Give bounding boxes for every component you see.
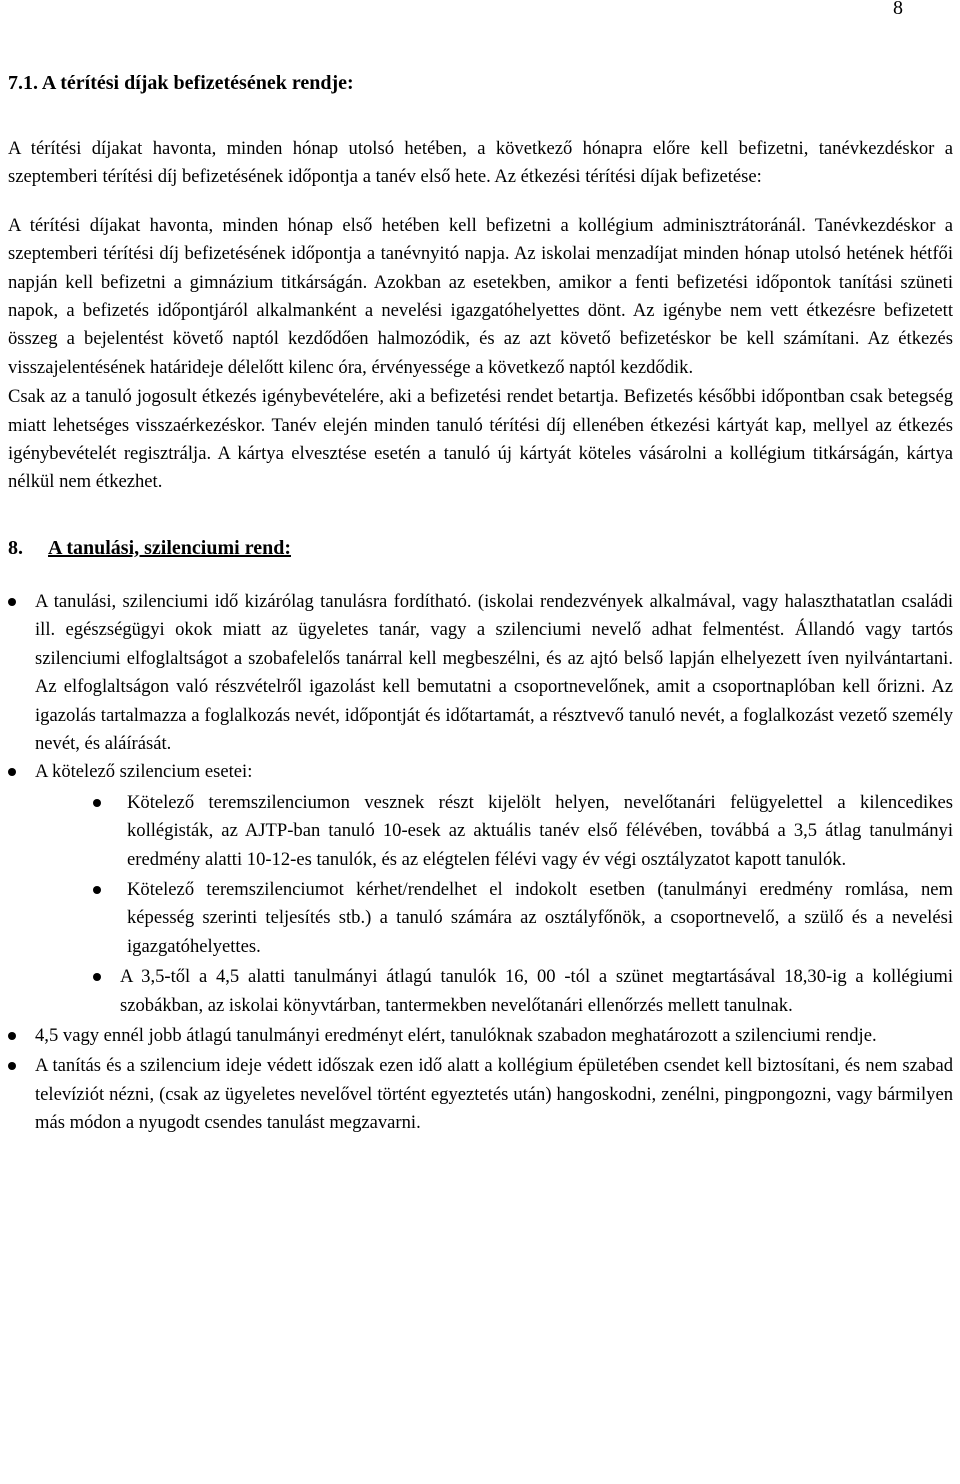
sub-list-item: Kötelező teremszilenciumot kérhet/rendelhet el indokolt esetben (tanulmányi eredmény romlása, nem képesség szerinti teljesítés stb.) a tanuló számára az osztályfőnök, a csoportnevelő, a szülő és a nevelési igazgatóhelyettes. xyxy=(35,876,953,961)
section-8-title: A tanulási, szilenciumi rend: xyxy=(48,536,291,559)
list-item: 4,5 vagy ennél jobb átlagú tanulmányi eredményt elért, tanulóknak szabadon meghatározott a szilenciumi rendje. xyxy=(8,1022,953,1050)
paragraph-payment-details: A térítési díjakat havonta, minden hónap első hetében kell befizetni a kollégium adminisztrátoránál. Tanévkezdéskor a szeptemberi térítési díj befizetésének időpontja a tanévnyitó napja. Az iskolai menzadíjat minden hónap utolsó hetének hétfői napján kell befizetni a gimnázium titkárságán. Azokban az esetekben, amikor a fenti befizetési időpontok tanítási szüneti napok, a befizetés időpontjáról alkalmanként a nevelési igazgatóhelyettes dönt. Az igénybe nem vett étkezésre befizetett összeg a bejelentést követő naptól kezdődően halmozódik, és az azt követő befizetéskor be kell számítani. Az étkezés visszajelentésének határideje délelőtt kilenc óra, érvényessége a következő naptól kezdődik. xyxy=(8,214,953,378)
sub-list-item: A 3,5-től a 4,5 alatti tanulmányi átlagú tanulók 16, 00 -tól a szünet megtartásával 18,30-ig a kollégiumi szobákban, az iskolai könyvtárban, tantermekben nevelőtanári ellenőrzés mellett tanulnak. xyxy=(35,963,953,1020)
list-item: A tanulási, szilenciumi idő kizárólag tanulásra fordítható. (iskolai rendezvények alkalmával, vagy halaszthatatlan családi ill. egészségügyi okok miatt az ügyeletes tanár, vagy a szilenciumi nevelő adhat felmentést. Állandó vagy tartós szilenciumi elfoglaltságot a szobafelelős tanárral kell megbeszélni, és az ajtó belső lapján elhelyezett íven nyilvántartani. Az elfoglaltságon való részvételről igazolást kell bemutatni a csoportnevelőnek, amit a csoportnaplóban kell őrizni. Az igazolás tartalmazza a foglalkozás nevét, időpontját és időtartamát, a résztvevő tanuló nevét, a foglalkozást vezető személy nevét, és aláírását. xyxy=(8,588,953,758)
mandatory-study-sublist xyxy=(35,789,953,1020)
study-rules-list xyxy=(8,588,953,1138)
list-item-mandatory-study xyxy=(8,758,953,1020)
page-number: 8 xyxy=(893,0,903,19)
section-8-number: 8. xyxy=(8,536,23,559)
section-7-1-heading: 7.1. A térítési díjak befizetésének rendje: xyxy=(8,72,354,94)
section-8-heading xyxy=(8,531,953,565)
paragraph-payment-schedule: A térítési díjakat havonta, minden hónap utolsó hetében, a következő hónapra előre kell befizetni, tanévkezdéskor a szeptemberi térítési díj befizetésének időpontja a tanév első hete. Az étkezési térítési díjak befizetése: xyxy=(8,138,953,188)
list-item: A tanítás és a szilencium ideje védett időszak ezen idő alatt a kollégium épületében csendet kell biztosítani, és nem szabad televíziót nézni, (csak az ügyeletes nevelővel történt egyeztetés után) hangoskodni, zenélni, pingpongozni, vagy bármilyen más módon a nyugodt csendes tanulást megzavarni. xyxy=(8,1052,953,1137)
document-body xyxy=(8,66,953,1138)
sub-list-item: Kötelező teremszilenciumon vesznek részt kijelölt helyen, nevelőtanári felügyelettel a kilencedikes kollégisták, az AJTP-ban tanuló 10-esek az aktuális tanév első félévében, továbbá a 3,5 átlag tanulmányi eredmény alatti 10-12-es tanulók, és az elégtelen félévi vagy év végi osztályzatot kapott tanulók. xyxy=(35,789,953,874)
list-item-label: A kötelező szilencium esetei: xyxy=(35,761,253,783)
paragraph-meal-eligibility: Csak az a tanuló jogosult étkezés igénybevételére, aki a befizetési rendet betartja. Befizetés későbbi időpontban csak betegség miatt lehetséges visszaérkezéskor. Tanév elején minden tanuló térítési díj ellenében étkezési kártyát kap, mellyel az étkezés igénybevételét regisztrálja. A kártya elvesztése esetén a tanuló új kártyát köteles vásárolni a kollégium titkárságán, kártya nélkül nem étkezhet. xyxy=(8,386,953,493)
